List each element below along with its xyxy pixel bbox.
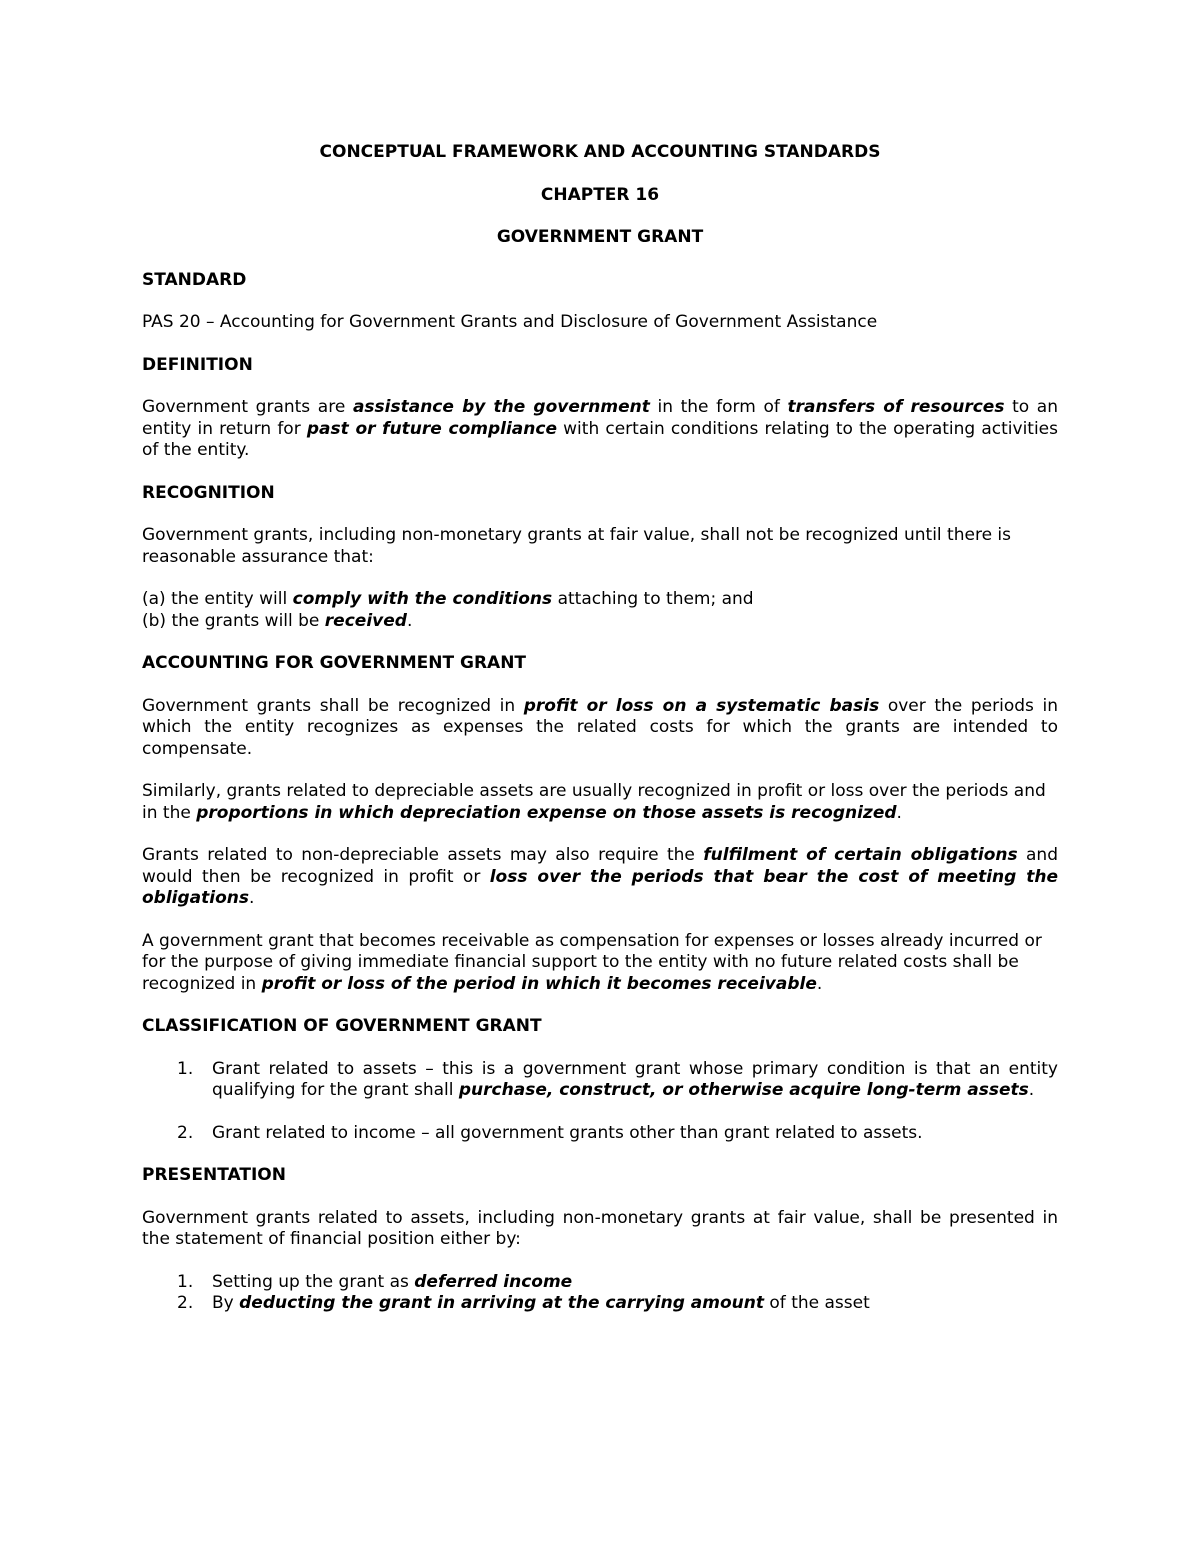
section-heading-recognition: RECOGNITION (142, 482, 275, 503)
text-run: Grants related to non-depreciable assets may also require the (142, 845, 704, 865)
text-run: Similarly, grants related to depreciable assets are usually recognized in profit or loss over the periods and in the (142, 781, 1046, 823)
text-run: over the periods in which the entity recognizes as expenses the related costs for which the grants are intended to compensate. (142, 695, 1058, 759)
emphasis: received (324, 610, 407, 631)
text-run: of the asset (764, 1293, 870, 1313)
text-run: and would then be recognized in profit or (142, 845, 1058, 887)
list-item (142, 1059, 1058, 1102)
classification-list (142, 1059, 1058, 1145)
text-run: (b) the grants will be (142, 610, 325, 631)
accounting-paragraph-2 (142, 781, 1058, 824)
list-item (142, 611, 1058, 633)
text-run: to an entity in return for (142, 397, 1058, 439)
emphasis: assistance by the government (352, 397, 650, 417)
section-heading-accounting: ACCOUNTING FOR GOVERNMENT GRANT (142, 653, 527, 673)
document-title: CONCEPTUAL FRAMEWORK AND ACCOUNTING STANDARDS (319, 142, 881, 162)
list-item (142, 1272, 1058, 1294)
list-number: 1. (177, 1271, 194, 1292)
chapter-title: GOVERNMENT GRANT (496, 227, 704, 247)
chapter-number: CHAPTER 16 (540, 184, 660, 205)
text-run: By (212, 1293, 240, 1313)
emphasis: profit or loss on a systematic basis (523, 695, 880, 716)
text-run: (a) the entity will (142, 589, 293, 609)
section-heading-presentation: PRESENTATION (142, 1165, 286, 1185)
emphasis: fulfilment of certain obligations (703, 845, 1018, 865)
section-heading-definition: DEFINITION (142, 354, 253, 375)
emphasis: past or future compliance (306, 418, 557, 439)
emphasis: comply with the conditions (292, 589, 553, 609)
accounting-paragraph-4 (142, 931, 1058, 996)
definition-paragraph (142, 397, 1058, 462)
emphasis: deferred income (414, 1271, 573, 1292)
text-run: . (249, 888, 255, 908)
text-run: . (1028, 1080, 1035, 1100)
document-page (142, 142, 1058, 1315)
text-run: Government grants are (142, 397, 353, 417)
text-run: A government grant that becomes receivable as compensation for expenses or losses already incurred or for the purpose of giving immediate financial support to the entity with no future related costs shall be recognized in (142, 930, 1042, 994)
accounting-paragraph-3 (142, 845, 1058, 910)
list-item (142, 1123, 1058, 1145)
text-run: in the form of (649, 397, 788, 417)
emphasis: transfers of resources (787, 397, 1005, 417)
text-run: . (406, 610, 413, 631)
emphasis: proportions in which depreciation expense on those assets is recognized (196, 802, 897, 823)
section-heading-standard: STANDARD (142, 269, 247, 290)
text-run: Grant related to assets – this is a government grant whose primary condition is that an entity qualifying for the grant shall (212, 1058, 1058, 1100)
text-run: Government grants shall be recognized in (142, 695, 524, 716)
text-run: . (896, 802, 902, 823)
text-run: . (816, 973, 823, 994)
presentation-paragraph: Government grants related to assets, including non-monetary grants at fair value, shall be presented in the statement of financial position either by: (142, 1207, 1058, 1249)
list-number: 2. (177, 1293, 194, 1313)
recognition-paragraph: Government grants, including non-monetary grants at fair value, shall not be recognized until there is reasonable assurance that: (142, 525, 1012, 567)
emphasis: profit or loss of the period in which it becomes receivable (261, 973, 817, 994)
list-number: 2. (177, 1122, 194, 1143)
presentation-list (142, 1272, 1058, 1315)
emphasis: loss over the periods that bear the cost of meeting the obligations (142, 866, 1058, 908)
section-heading-classification: CLASSIFICATION OF GOVERNMENT GRANT (142, 1016, 542, 1036)
text-run: Grant related to income – all government grants other than grant related to assets. (212, 1122, 923, 1143)
text-run: Setting up the grant as (212, 1271, 415, 1292)
text-run: with certain conditions relating to the operating activities of the entity. (142, 418, 1058, 460)
text-run: attaching to them; and (552, 589, 754, 609)
list-number: 1. (177, 1058, 194, 1079)
list-item (142, 589, 1058, 611)
recognition-conditions-list (142, 589, 1058, 632)
emphasis: purchase, construct, or otherwise acquire long-term assets (458, 1080, 1029, 1100)
accounting-paragraph-1 (142, 696, 1058, 761)
list-item (142, 1293, 1058, 1315)
standard-text: PAS 20 – Accounting for Government Grants and Disclosure of Government Assistance (142, 312, 878, 332)
emphasis: deducting the grant in arriving at the carrying amount (239, 1293, 764, 1313)
